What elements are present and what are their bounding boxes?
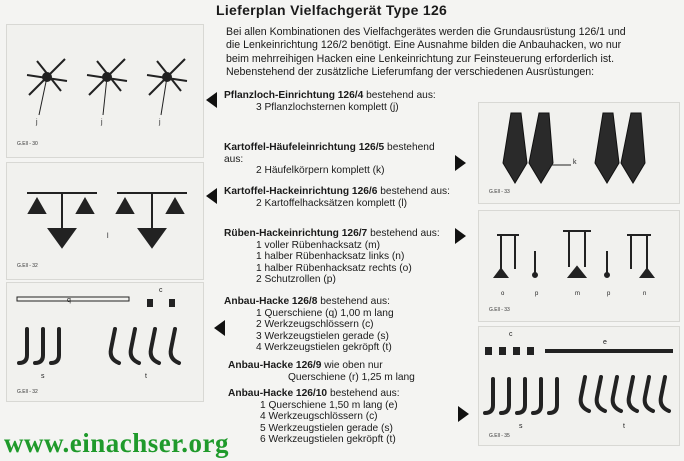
label-j: j (101, 119, 103, 126)
label-e: e (603, 339, 607, 346)
figure-ruebenhacksaetze (478, 210, 680, 322)
section-haeufel (224, 142, 435, 177)
pointer-right-arrow-icon (458, 406, 469, 422)
label-p: p (607, 291, 611, 297)
figure-haeufelkoerper (478, 102, 680, 204)
figure-caption: G.Ell - 32 (17, 263, 38, 269)
ruebenhack-drawing (479, 211, 679, 321)
section-heading-rest: bestehend aus: (363, 90, 436, 101)
pointer-left-arrow-icon (206, 92, 217, 108)
section-heading: Anbau-Hacke 126/8 (224, 296, 318, 307)
section-item: 5 Werkzeugstielen gerade (s) (260, 422, 393, 434)
section-rueben (224, 228, 440, 286)
figure-kartoffelhacksaetze (6, 162, 204, 280)
kartoffelhack-drawing (7, 163, 203, 279)
label-l: l (107, 233, 109, 240)
section-item: 1 Querschiene (q) 1,00 m lang (256, 307, 394, 319)
label-q: q (67, 297, 71, 304)
intro-line: die Lenkeinrichtung 126/2 benötigt. Eine Ausnahme bilden die Anbauhacken, wo nur (226, 39, 622, 52)
pointer-left-arrow-icon (214, 320, 225, 336)
haeufelkoerper-drawing (479, 103, 679, 203)
section-pflanzloch (224, 90, 436, 113)
label-k: k (573, 159, 577, 166)
section-item: 6 Werkzeugstielen gekröpft (t) (260, 434, 396, 446)
page-title: Lieferplan Vielfachgerät Type 126 (216, 2, 448, 18)
section-anbau-126-8 (224, 296, 394, 354)
label-n: n (643, 291, 647, 297)
section-heading-rest: bestehend aus: (367, 228, 440, 239)
label-m: m (575, 291, 580, 297)
section-item: 1 halber Rübenhacksatz links (n) (256, 251, 405, 263)
section-anbau-126-10 (228, 388, 400, 446)
section-heading: Kartoffel-Häufeleinrichtung 126/5 (224, 142, 385, 153)
intro-line: Bei allen Kombinationen des Vielfachgerätes werden die Grundausrüstung 126/1 und (226, 26, 626, 38)
figure-caption: G.Ell - 33 (489, 189, 510, 195)
section-item: 2 Werkzeugschlössern (c) (256, 319, 374, 331)
section-item: 2 Schutzrollen (p) (256, 274, 336, 286)
pointer-right-arrow-icon (455, 228, 466, 244)
pointer-right-arrow-icon (455, 155, 466, 171)
pflanzlochstern-drawing (7, 25, 203, 157)
label-o: o (501, 291, 505, 297)
anbauhacke-150-drawing (479, 327, 679, 445)
figure-werkzeugstiele (6, 282, 204, 402)
section-item: 1 Querschiene 1,50 m lang (e) (260, 399, 398, 411)
figure-caption: G.Ell - 32 (17, 389, 38, 395)
section-item: 2 Kartoffelhacksätzen komplett (l) (256, 197, 407, 209)
section-heading: Anbau-Hacke 126/10 (228, 388, 328, 399)
section-anbau-126-9 (228, 360, 415, 383)
section-heading-rest: bestehend aus: (317, 296, 390, 307)
section-heading: Pflanzloch-Einrichtung 126/4 (224, 90, 364, 101)
label-c: c (159, 287, 163, 294)
figure-caption: G.Ell - 30 (17, 141, 38, 147)
label-t: t (623, 423, 625, 430)
figure-pflanzlochsterne (6, 24, 204, 158)
section-heading-rest: bestehend (384, 142, 435, 153)
section-heading: Anbau-Hacke 126/9 (228, 360, 322, 371)
intro-line: Nebenstehend der zusätzliche Lieferumfang der verschiedenen Ausrüstungen: (226, 66, 595, 79)
watermark: www.einachser.org (4, 428, 229, 458)
section-item: 3 Pflanzlochsternen komplett (j) (256, 101, 399, 113)
label-j: j (159, 119, 161, 126)
figure-caption: G.Ell - 35 (489, 433, 510, 439)
section-heading-rest: bestehend aus: (327, 388, 400, 399)
section-item: 4 Werkzeugschlössern (c) (260, 411, 378, 423)
label-s: s (519, 423, 523, 430)
section-heading-rest: wie oben nur (321, 360, 383, 371)
section-item: 3 Werkzeugstielen gerade (s) (256, 330, 389, 342)
intro-line: beim mehrreihigen Hacken eine Lenkeinrichtung zur Feinsteuerung erforderlich ist. (226, 52, 615, 65)
label-s: s (41, 373, 45, 380)
label-j: j (36, 119, 38, 126)
figure-caption: G.Ell - 33 (489, 307, 510, 313)
section-heading: Rüben-Hackeinrichtung 126/7 (224, 228, 368, 239)
section-item: Querschiene (r) 1,25 m lang (288, 371, 415, 383)
section-heading-rest: bestehend aus: (377, 186, 450, 197)
section-heading-cont: aus: (224, 153, 244, 165)
pointer-left-arrow-icon (206, 188, 217, 204)
figure-anbauhacke-150 (478, 326, 680, 446)
intro-paragraph (226, 26, 676, 80)
section-item: 1 halber Rübenhacksatz rechts (o) (256, 262, 412, 274)
section-item: 2 Häufelkörpern komplett (k) (256, 165, 385, 177)
label-c: c (509, 331, 513, 338)
werkzeugstiele-drawing (7, 283, 203, 401)
label-t: t (145, 373, 147, 380)
section-item: 1 voller Rübenhacksatz (m) (256, 239, 380, 251)
section-heading: Kartoffel-Hackeinrichtung 126/6 (224, 186, 378, 197)
label-p: p (535, 291, 539, 297)
section-kartoffelhack (224, 186, 450, 209)
section-item: 4 Werkzeugstielen gekröpft (t) (256, 342, 392, 354)
